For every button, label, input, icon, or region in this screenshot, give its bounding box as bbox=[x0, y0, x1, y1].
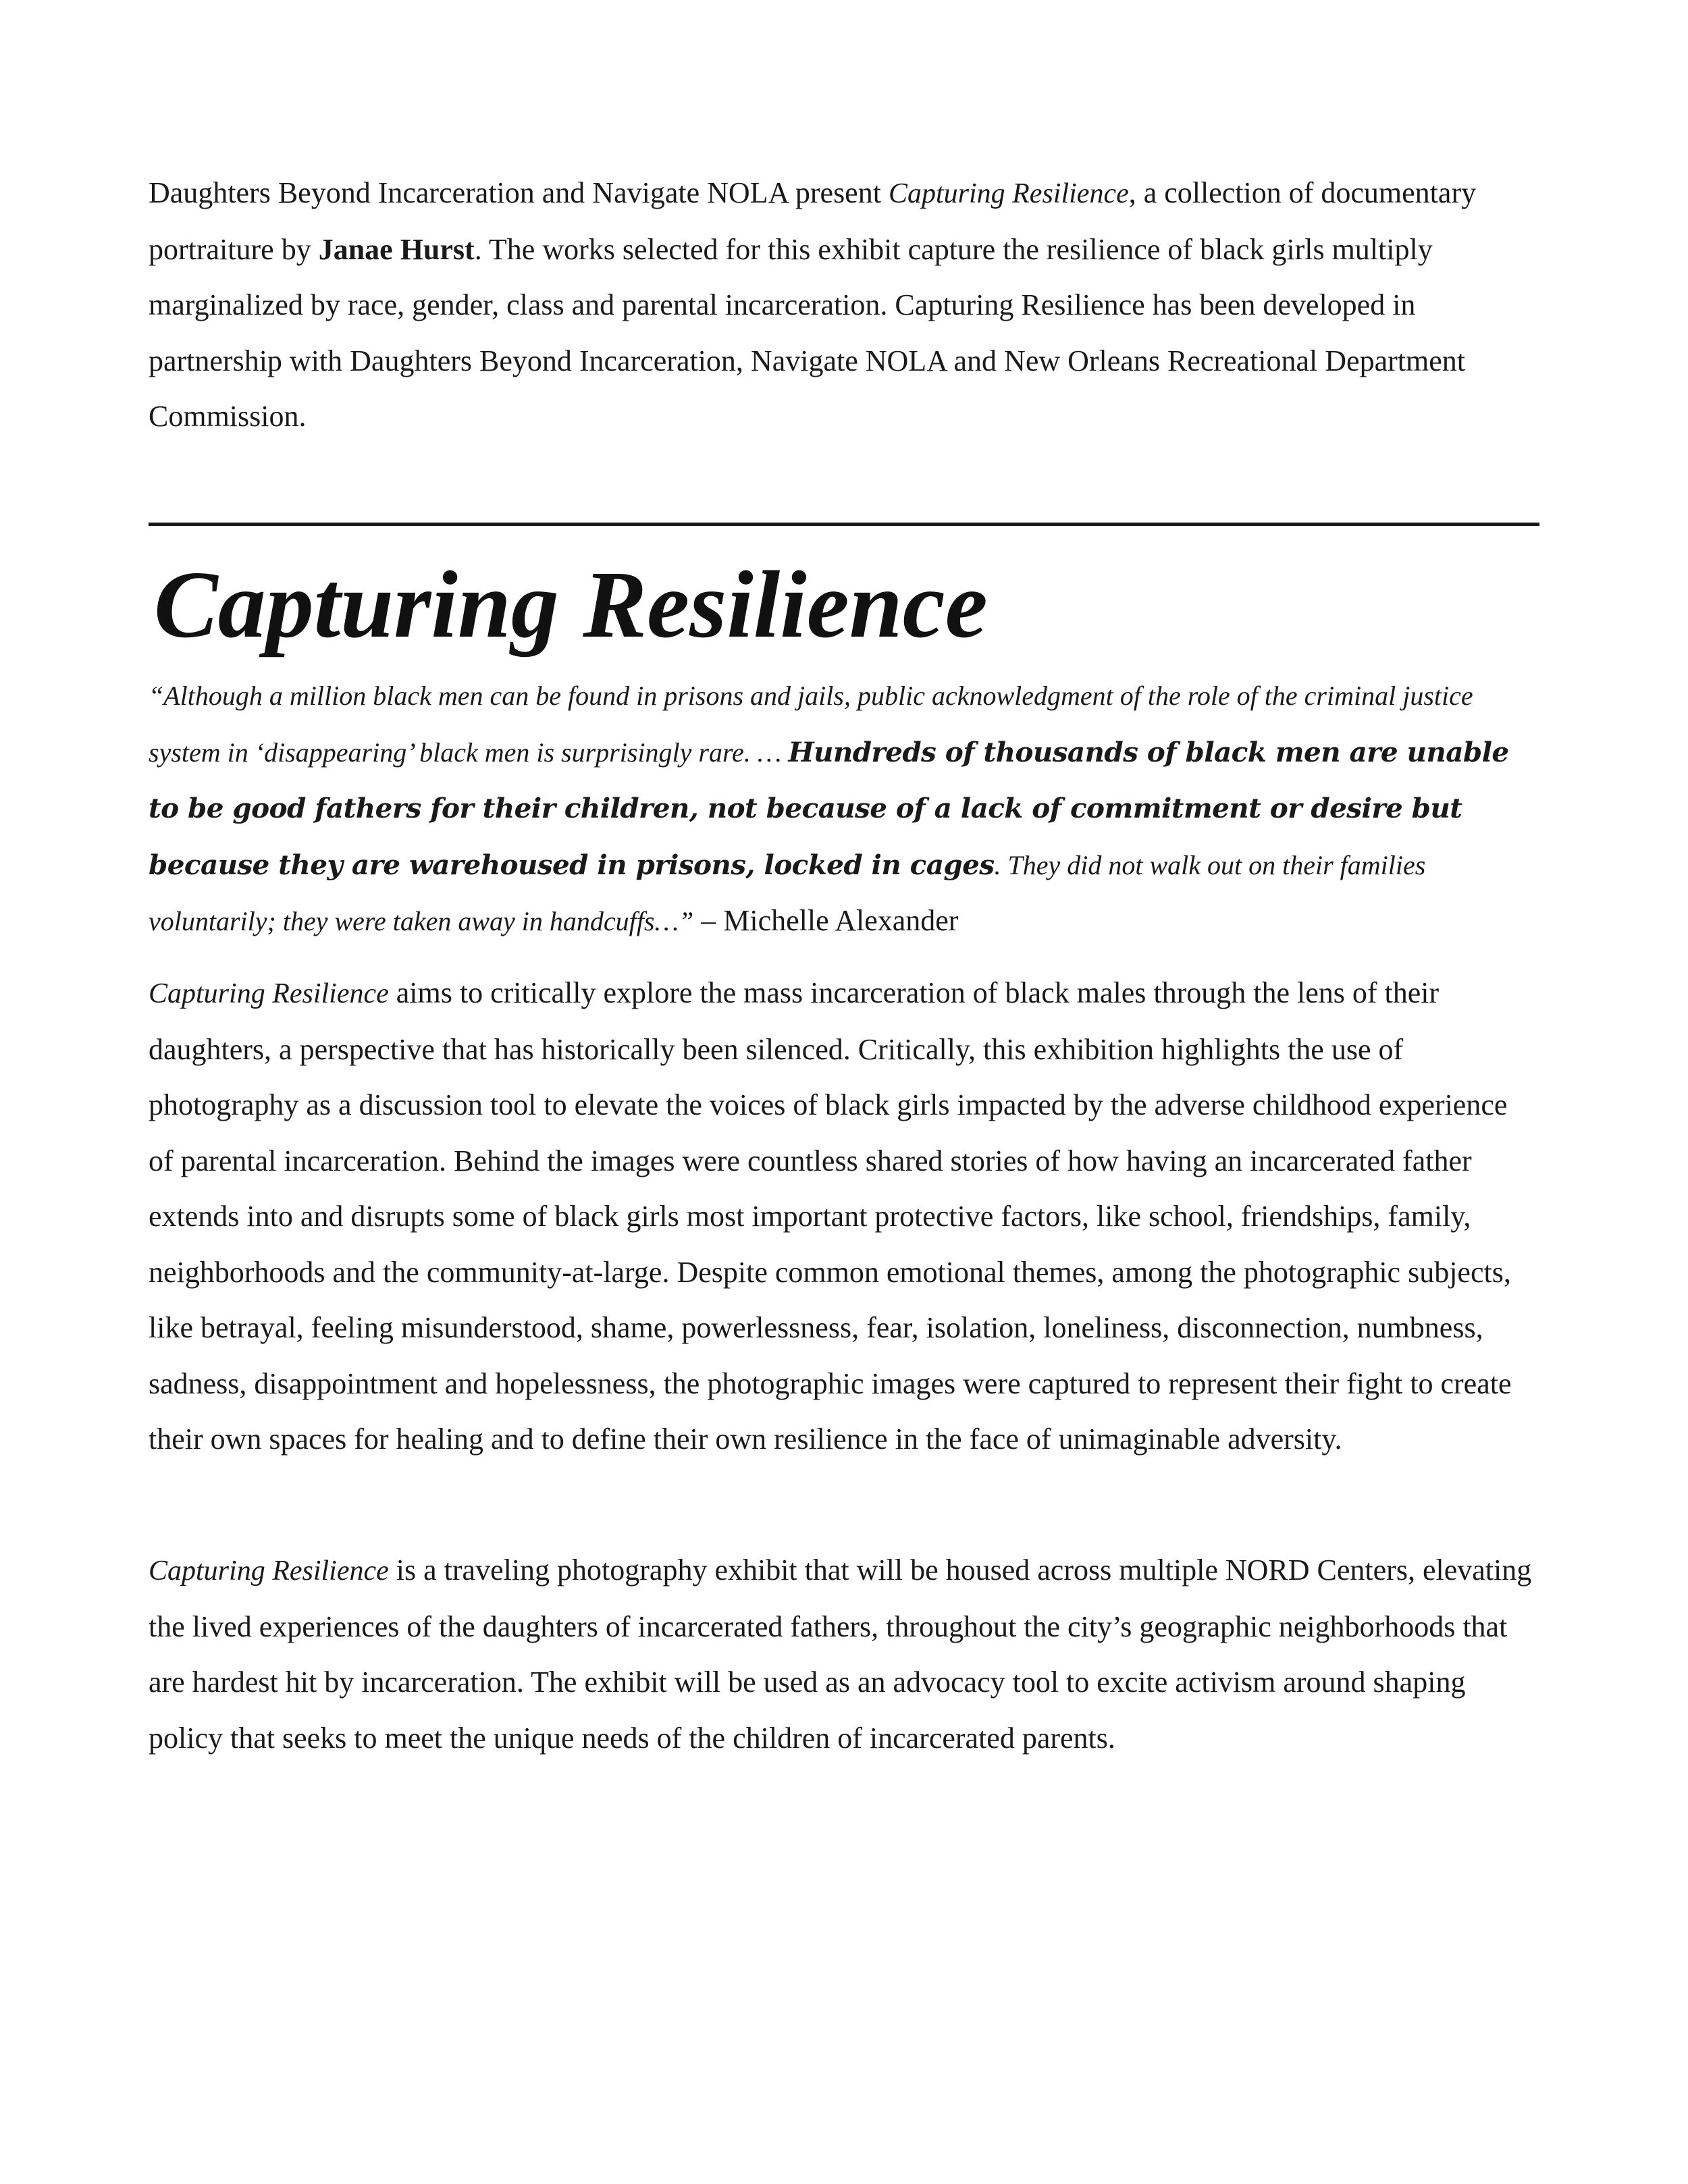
paragraph-1-lead-title: Capturing Resilience bbox=[149, 978, 389, 1009]
body-paragraph-2 bbox=[149, 1543, 1539, 1766]
intro-text-2: , a collection of documentary portraiture by bbox=[149, 176, 1477, 266]
quote-bold-part: Hundreds of thousands of black men are unable to be good fathers for their children, not because of a lack of commitment or desire but because they are warehoused in prisons, locked in cages bbox=[149, 735, 1509, 881]
intro-text-3: . The works selected for this exhibit capture the resilience of black girls multiply marginalized by race, gender, class and parental incarceration. Capturing Resilience has been developed in partnership with Daughters Beyond Incarceration, Navigate NOLA and New Orleans Recreational Department Commission. bbox=[149, 232, 1465, 433]
quote-italic-part-2: . They did not walk out on their families voluntarily; they were taken away in handcuffs…” bbox=[149, 849, 1426, 936]
quote-attribution: – Michelle Alexander bbox=[693, 904, 959, 937]
quote-italic-part-1: “Although a million black men can be found in prisons and jails, public acknowledgment of the role of the criminal justice system in ‘disappearing’ black men is surprisingly rare. … bbox=[149, 681, 1473, 768]
paragraph-2-text: is a traveling photography exhibit that will be housed across multiple NORD Centers, elevating the lived experiences of the daughters of incarcerated fathers, throughout the city’s geographic neighborhoods that are hardest hit by incarceration. The exhibit will be used as an advocacy tool to excite activism around shaping policy that seeks to meet the unique needs of the children of incarcerated parents. bbox=[149, 1553, 1532, 1755]
intro-paragraph bbox=[149, 165, 1539, 445]
paragraph-2-lead-title: Capturing Resilience bbox=[149, 1555, 389, 1587]
intro-exhibit-title: Capturing Resilience bbox=[888, 178, 1129, 209]
paragraph-1-text: aims to critically explore the mass incarceration of black males through the lens of their daughters, a perspective that has historically been silenced. Critically, this exhibition highlights the use of photography as a discussion tool to elevate the voices of black girls impacted by the adverse childhood experience of parental incarceration. Behind the images were countless shared stories of how having an incarcerated father extends into and disrupts some of black girls most important protective factors, like school, friendships, family, neighborhoods and the community-at-large. Despite common emotional themes, among the photographic subjects, like betrayal, feeling misunderstood, shame, powerlessness, fear, isolation, loneliness, disconnection, numbness, sadness, disappointment and hopelessness, the photographic images were captured to represent their fight to create their own spaces for healing and to define their own resilience in the face of unimaginable adversity. bbox=[149, 976, 1512, 1456]
epigraph-quote bbox=[149, 668, 1539, 950]
artist-name: Janae Hurst bbox=[318, 232, 475, 266]
page-title: Capturing Resilience bbox=[154, 551, 988, 658]
intro-text-1: Daughters Beyond Incarceration and Navigate NOLA present bbox=[149, 176, 889, 209]
body-paragraph-1 bbox=[149, 965, 1539, 1468]
horizontal-divider bbox=[149, 523, 1539, 526]
